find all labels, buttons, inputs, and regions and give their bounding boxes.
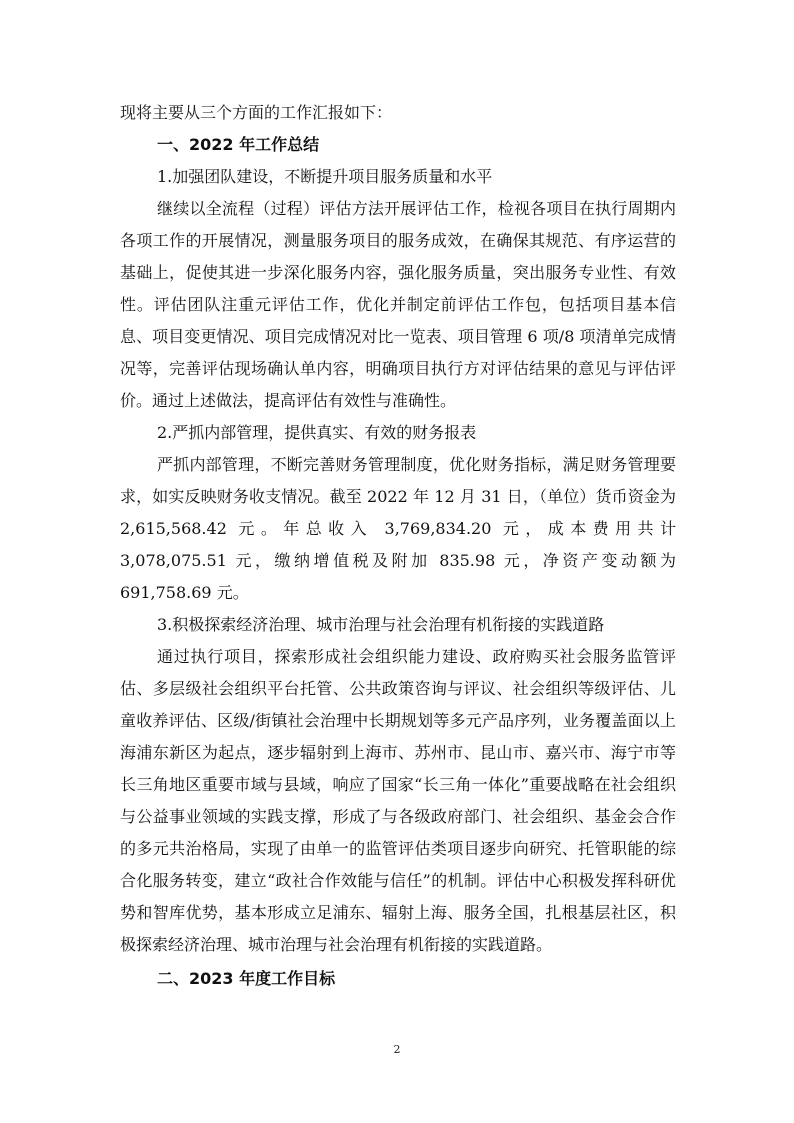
page-number: 2: [393, 1043, 401, 1056]
paragraph-governance-practice: 通过执行项目，探索形成社会组织能力建设、政府购买社会服务监管评估、多层级社会组织平台托管、公共政策咨询与评议、社会组织等级评估、儿童收养评估、区级/街镇社会治理中长期规划等多元产品序列，业务覆盖面以上海浦东新区为起点，逐步辐射到上海市、苏州市、昆山市、嘉兴市、海宁市等长三角地区重要市域与县域，响应了国家“长三角一体化”重要战略在社会组织与公益事业领域的实践支撑，形成了与各级政府部门、社会组织、基金会合作的多元共治格局，实现了由单一的监管评估类项目逐步向研究、托管职能的综合化服务转变，建立“政社合作效能与信任”的机制。评估中心积极发挥科研优势和智库优势，基本形成立足浦东、辐射上海、服务全国，扎根基层社区，积极探索经济治理、城市治理与社会治理有机衔接的实践道路。: [120, 647, 676, 954]
section-heading-2022-summary: 一、2022 年工作总结: [157, 135, 320, 154]
paragraph-internal-management: 严抓内部管理，不断完善财务管理制度，优化财务指标，满足财务管理要求，如实反映财务收支情况。截至 2022 年 12 月 31 日，（单位）货币资金为 2,615,568.42 元。年总收入 3,769,834.20 元，成本费用共计 3,078,075.51 元，缴纳增值税及附加 835.98 元，净资产变动额为 691,758.69 元。: [120, 455, 676, 602]
intro-line: 现将主要从三个方面的工作汇报如下：: [120, 103, 393, 122]
section-heading-2023-goals: 二、2023 年度工作目标: [157, 969, 336, 988]
paragraph-team-building: 继续以全流程（过程）评估方法开展评估工作，检视各项目在执行周期内各项工作的开展情况，测量服务项目的服务成效，在确保其规范、有序运营的基础上，促使其进一步深化服务内容，强化服务质量，突出服务专业性、有效性。评估团队注重元评估工作，优化并制定前评估工作包，包括项目基本信息、项目变更情况、项目完成情况对比一览表、项目管理 6 项/8 项清单完成情况等，完善评估现场确认单内容，明确项目执行方对评估结果的意见与评估评价。通过上述做法，提高评估有效性与准确性。: [120, 199, 676, 410]
page-content: [120, 97, 676, 995]
item-title-governance-practice: 3.积极探索经济治理、城市治理与社会治理有机衔接的实践道路: [157, 615, 605, 634]
item-title-team-building: 1.加强团队建设，不断提升项目服务质量和水平: [157, 167, 493, 186]
item-title-internal-management: 2.严抓内部管理，提供真实、有效的财务报表: [157, 423, 477, 442]
